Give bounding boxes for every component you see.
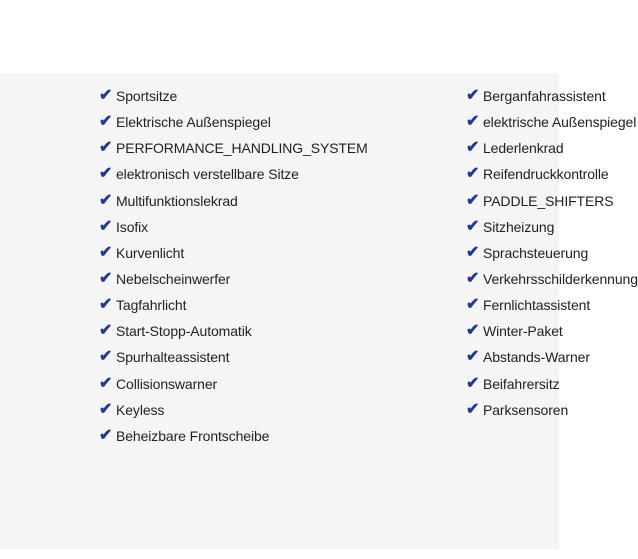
feature-list-right [466,83,638,423]
feature-item [466,318,638,344]
checkmark-icon: ✔ [99,139,113,157]
feature-label: Berganfahrassistent [483,88,606,105]
feature-item [466,161,638,187]
feature-label: Tagfahrlicht [116,297,187,314]
checkmark-icon: ✔ [466,348,480,366]
checkmark-icon: ✔ [99,322,113,340]
checkmark-icon: ✔ [466,87,480,105]
feature-label: Sprachsteuerung [483,244,589,261]
checkmark-icon: ✔ [99,348,113,366]
feature-item [466,266,638,292]
feature-item [466,371,638,397]
feature-item [99,318,368,344]
checkmark-icon: ✔ [99,426,113,444]
feature-label: Abstands-Warner [483,349,590,366]
feature-item [99,214,368,240]
checkmark-icon: ✔ [466,374,480,392]
feature-item [99,240,368,266]
checkmark-icon: ✔ [99,400,113,418]
checkmark-icon: ✔ [99,165,113,183]
feature-label: Elektrische Außenspiegel [116,114,271,131]
feature-item [466,292,638,318]
feature-label: Start-Stopp-Automatik [116,323,252,340]
checkmark-icon: ✔ [99,113,113,131]
feature-item [99,344,368,370]
feature-label: Collisionswarner [116,375,218,392]
feature-label: Keyless [116,401,165,418]
checkmark-icon: ✔ [466,139,480,157]
feature-label: Verkehrsschilderkennung [483,271,638,288]
feature-label: PADDLE_SHIFTERS [483,192,614,209]
feature-item [99,371,368,397]
feature-label: Parksensoren [483,401,569,418]
feature-label: Lederlenkrad [483,140,564,157]
checkmark-icon: ✔ [99,217,113,235]
feature-item [99,188,368,214]
feature-item [466,109,638,135]
feature-item [99,397,368,423]
feature-item [99,83,368,109]
feature-label: elektronisch verstellbare Sitze [116,166,299,183]
feature-item [99,135,368,161]
feature-label: Isofix [116,218,149,235]
feature-label: Reifendruckkontrolle [483,166,609,183]
feature-label: Winter-Paket [483,323,563,340]
feature-label: PERFORMANCE_HANDLING_SYSTEM [116,140,368,157]
feature-item [466,397,638,423]
feature-label: Sportsitze [116,88,178,105]
feature-label: Multifunktionslekrad [116,192,238,209]
feature-item [466,83,638,109]
page-footer-area [0,549,559,559]
checkmark-icon: ✔ [466,400,480,418]
feature-item [99,423,368,449]
checkmark-icon: ✔ [466,322,480,340]
feature-label: elektrische Außenspiegel [483,114,637,131]
checkmark-icon: ✔ [466,270,480,288]
feature-item [466,240,638,266]
feature-label: Fernlichtassistent [483,297,591,314]
feature-label: Sitzheizung [483,218,555,235]
feature-item [466,344,638,370]
checkmark-icon: ✔ [466,113,480,131]
checkmark-icon: ✔ [99,296,113,314]
feature-label: Nebelscheinwerfer [116,271,231,288]
feature-item [99,266,368,292]
checkmark-icon: ✔ [99,270,113,288]
checkmark-icon: ✔ [466,243,480,261]
checkmark-icon: ✔ [99,87,113,105]
feature-label: Spurhalteassistent [116,349,230,366]
checkmark-icon: ✔ [99,191,113,209]
checkmark-icon: ✔ [99,374,113,392]
checkmark-icon: ✔ [466,191,480,209]
feature-item [99,292,368,318]
checkmark-icon: ✔ [466,217,480,235]
feature-label: Kurvenlicht [116,244,185,261]
checkmark-icon: ✔ [99,243,113,261]
checkmark-icon: ✔ [466,296,480,314]
feature-item [466,214,638,240]
page-header-area [0,0,559,73]
feature-item [466,135,638,161]
feature-label: Beifahrersitz [483,375,560,392]
feature-label: Beheizbare Frontscheibe [116,427,270,444]
feature-item [466,188,638,214]
feature-item [99,109,368,135]
feature-item [99,161,368,187]
feature-list-left [99,83,368,449]
checkmark-icon: ✔ [466,165,480,183]
